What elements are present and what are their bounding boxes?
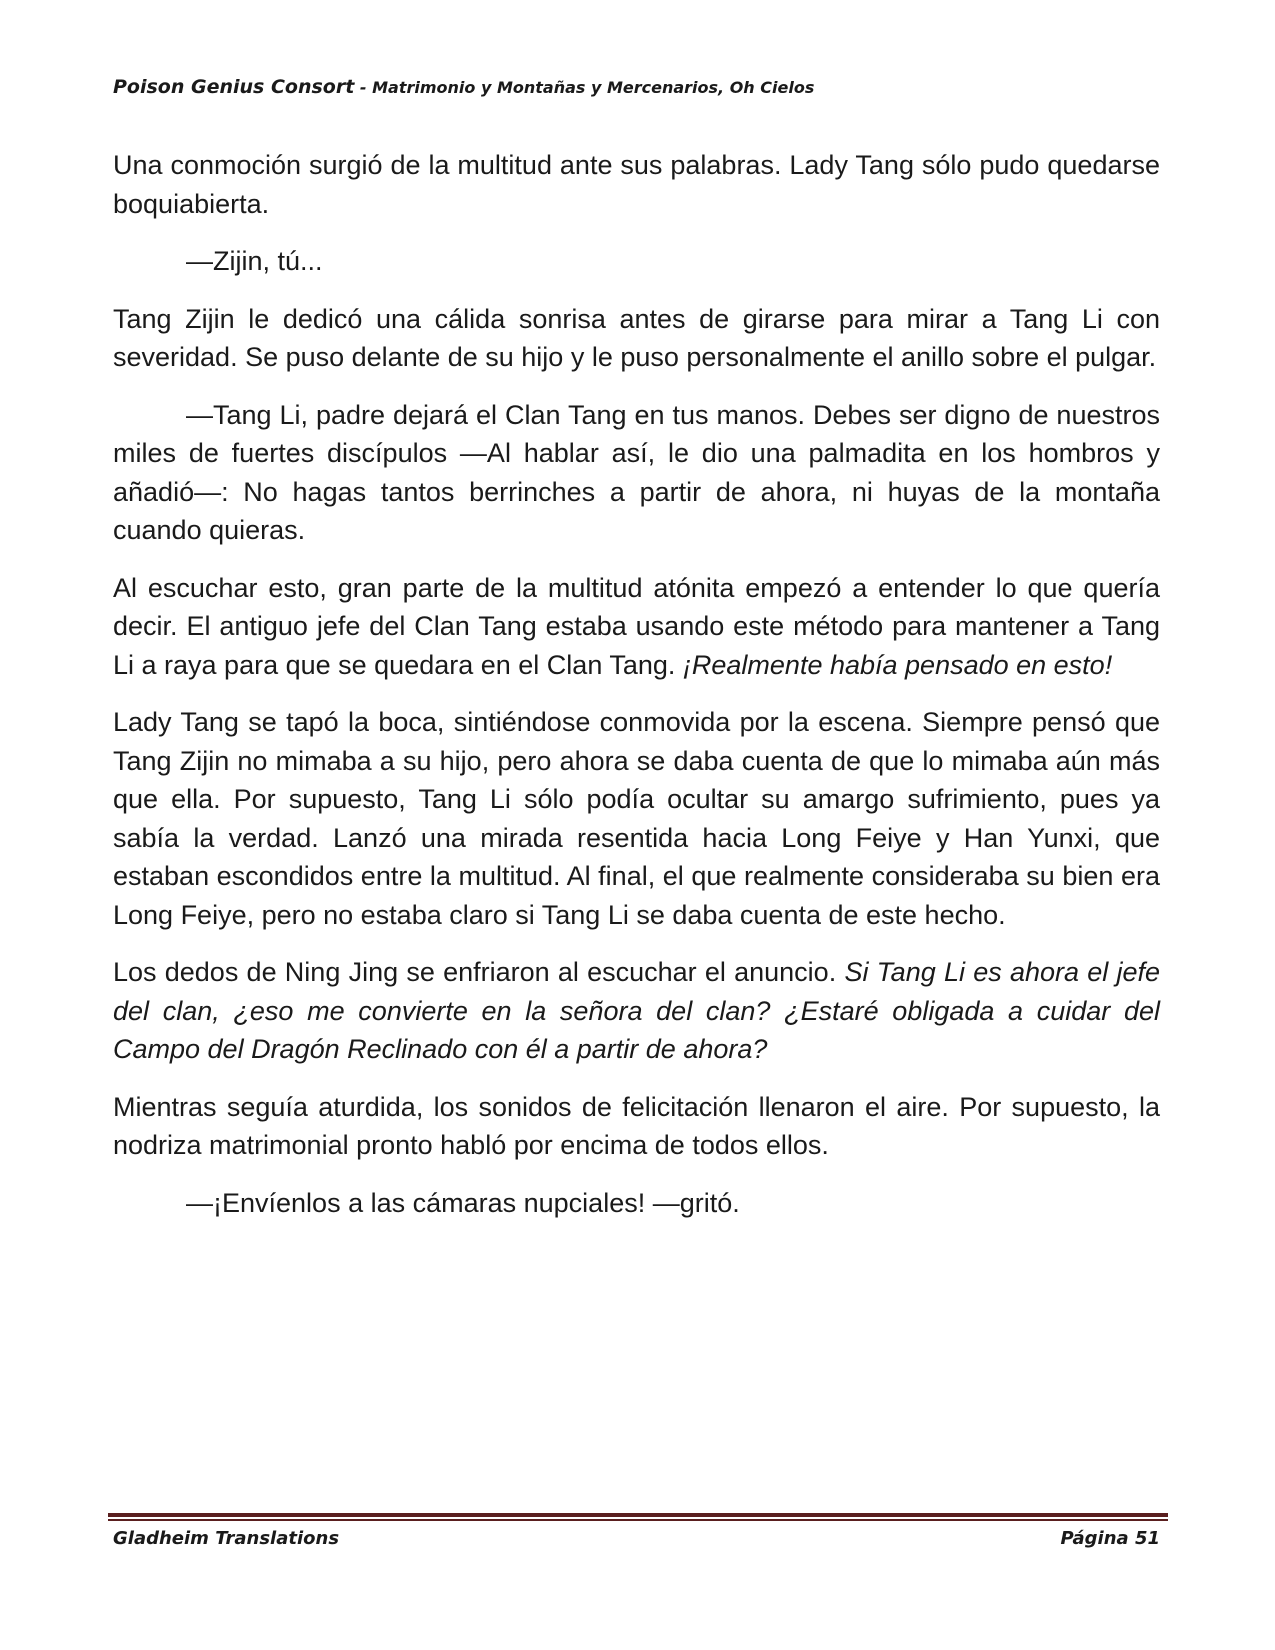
paragraph: Una conmoción surgió de la multitud ante sus palabras. Lady Tang sólo pudo quedarse boquiabierta. (113, 150, 1160, 219)
italic-thought: ¡Realmente había pensado en esto! (682, 649, 1113, 680)
footer-publisher: Gladheim Translations (113, 1528, 340, 1549)
footer-divider-thin (108, 1519, 1168, 1521)
paragraph-text: Los dedos de Ning Jing se enfriaron al escuchar el anuncio. (113, 957, 845, 987)
header-subtitle: - Matrimonio y Montañas y Mercenarios, Oh Cielos (354, 78, 815, 97)
header-title: Poison Genius Consort (113, 76, 355, 98)
footer-divider-thick (108, 1513, 1168, 1517)
paragraph-text: Al escuchar esto, gran parte de la multitud atónita empezó a entender lo que quería decir. El antiguo jefe del Clan Tang estaba usando este método para mantener a Tang Li a raya para que se quedara en el Clan Tang. (113, 572, 1160, 680)
paragraph: Mientras seguía aturdida, los sonidos de felicitación llenaron el aire. Por supuesto, la nodriza matrimonial pronto habló por encima de todos ellos. (113, 1091, 1160, 1160)
paragraph (113, 569, 1160, 685)
paragraph: Tang Zijin le dedicó una cálida sonrisa antes de girarse para mirar a Tang Li con severidad. Se puso delante de su hijo y le puso personalmente el anillo sobre el pulgar. (113, 303, 1160, 372)
dialogue-paragraph: —Zijin, tú... (186, 246, 323, 276)
footer-page-number: Página 51 (1060, 1528, 1160, 1549)
paragraph: Lady Tang se tapó la boca, sintiéndose conmovida por la escena. Siempre pensó que Tang Zijin no mimaba a su hijo, pero ahora se daba cuenta de que lo mimaba aún más que ella. Por supuesto, Tang Li sólo podía ocultar su amargo sufrimiento, pues ya sabía la verdad. Lanzó una mirada resentida hacia Long Feiye y Han Yunxi, que estaban escondidos entre la multitud. Al final, el que realmente consideraba su bien era Long Feiye, pero no estaba claro si Tang Li se daba cuenta de este hecho. (113, 707, 1160, 930)
dialogue-paragraph: —Tang Li, padre dejará el Clan Tang en tus manos. Debes ser digno de nuestros miles de fuertes discípulos —Al hablar así, le dio una palmadita en los hombros y añadió—: No hagas tantos berrinches a partir de ahora, ni huyas de la montaña cuando quieras. (113, 399, 1160, 545)
footer-divider (108, 1513, 1168, 1521)
page-header (113, 76, 814, 98)
italic-thought: Si Tang Li es ahora el jefe del clan, ¿eso me convierte en la señora del clan? ¿Estaré obligada a cuidar del Campo del Dragón Reclinado con él a partir de ahora? (113, 957, 1161, 1064)
dialogue-paragraph: —¡Envíenlos a las cámaras nupciales! —gritó. (186, 1187, 740, 1218)
page-body (113, 146, 1160, 1241)
paragraph (113, 953, 1160, 1069)
